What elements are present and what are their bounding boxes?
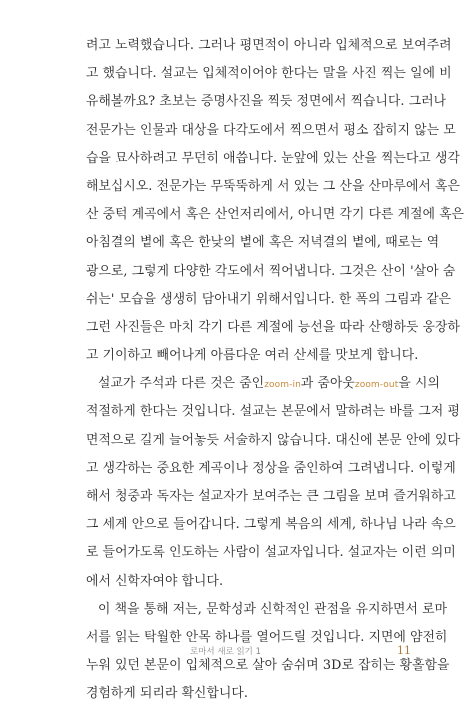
text-line: 아침결의 볕에 혹은 한낮의 볕에 혹은 저녁결의 볕에, 때로는 역 [86,235,440,251]
text-line: 적절하게 한다는 것입니다. 설교는 본문에서 말하려는 바를 그저 평 [86,404,460,420]
text-line: 쉬는' 모습을 생생히 담아내기 위해서입니다. 한 폭의 그림과 같은 [86,291,452,307]
text-line: 고 했습니다. 설교는 입체적이어야 한다는 말을 사진 찍는 일에 비 [86,66,452,82]
text-line: 면적으로 길게 늘어놓듯 서술하지 않습니다. 대신에 본문 안에 있다 [86,432,460,448]
text-line: 그런 사진들은 마치 각기 다른 계절에 능선을 따라 산행하듯 웅장하 [86,319,460,335]
text-line: 려고 노력했습니다. 그러나 평면적이 아니라 입체적으로 보여주려 [86,38,452,53]
text-line: 산 중턱 계곡에서 혹은 산언저리에서, 아니면 각기 다른 계절에 혹은 [86,207,465,223]
text-line: 경험하게 되리라 확신합니다. [86,686,249,702]
text-line: 습을 묘사하려고 무던히 애씁니다. 눈앞에 있는 산을 찍는다고 생각 [86,150,460,166]
text-line: 고 기이하고 빼어나게 아름다운 여러 산세를 맛보게 합니다. [86,348,419,364]
page-number: 11 [397,644,411,657]
paragraph-2-first-line [86,370,440,398]
text-line: 에서 신학자여야 합니다. [86,573,224,589]
text-line: 해서 청중과 독자는 설교자가 보여주는 큰 그림을 보며 즐거워하고 [86,489,456,504]
zoom-in-gloss: zoom-in [264,380,301,391]
paragraph-3-first-line: 이 책을 통해 저는, 문학성과 신학적인 관점을 유지하면서 로마 [98,601,448,617]
text-line: 전문가는 인물과 대상을 다각도에서 찍으면서 평소 잡히지 않는 모 [86,122,456,138]
text-line: 서를 읽는 탁월한 안목 하나를 열어드릴 것입니다. 지면에 얌전히 [86,629,448,645]
page-footer [0,645,470,661]
p2-text-pre: 설교가 주석과 다른 것은 줌인 [98,376,265,392]
zoom-out-gloss: zoom-out [354,380,399,391]
text-line: 고 생각하는 중요한 계곡이나 정상을 줌인하여 그려냅니다. 이렇게 [86,460,456,476]
text-line: 누워 있던 본문이 입체적으로 살아 숨쉬며 3D로 잡히는 황홀함을 [86,658,450,674]
p2-text-post: 을 시의 [398,376,440,392]
text-line: 유해볼까요? 초보는 증명사진을 찍듯 정면에서 찍습니다. 그러나 [86,94,447,110]
text-line: 로 들어가도록 인도하는 사람이 설교자입니다. 설교자는 이런 의미 [86,545,456,561]
text-line: 광으로, 그렇게 다양한 각도에서 찍어냅니다. 그것은 산이 '살아 숨 [86,263,456,279]
running-title: 로마서 새로 읽기 1 [190,647,261,657]
text-line: 그 세계 안으로 들어갑니다. 그렇게 복음의 세계, 하나님 나라 속으 [86,517,456,533]
p2-text-mid: 과 줌아웃 [300,376,355,392]
text-line: 해보십시오. 전문가는 무뚝뚝하게 서 있는 그 산을 산마루에서 혹은 [86,178,460,194]
